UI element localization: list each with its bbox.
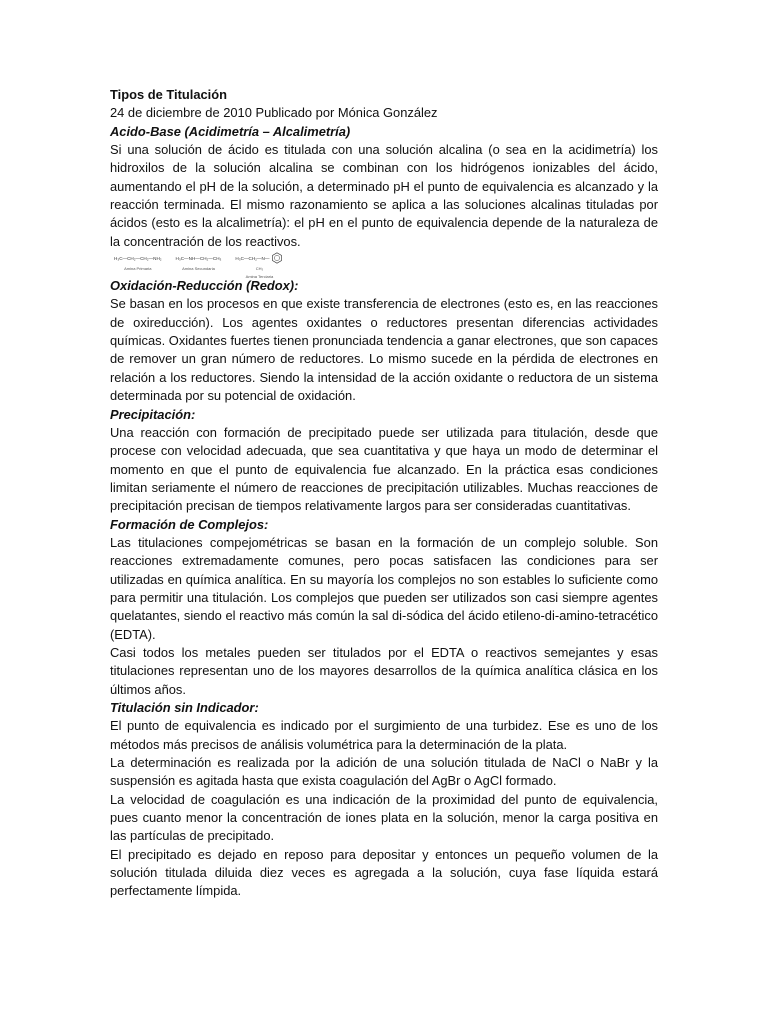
section-heading-sin-indicador: Titulación sin Indicador: [110, 700, 259, 715]
structure-caption: Amina Primaria [124, 266, 152, 272]
paragraph: Se basan en los procesos en que existe transferencia de electrones (esto es, en las reacciones de oxireducción). Los agentes oxidantes o reductores presentan diferencias actividades químicas. Oxidantes fuertes tienen pronunciada tendencia a ganar electrones, que son capaces de remover un gran número de reductores. Lo mismo sucede en la pérdida de electrones en relación a los reductores. Siendo la intensidad de la acción oxidante o reductora de un sistema determinada por su potencial de oxidación. [110, 296, 658, 404]
primary-amine-structure [114, 253, 162, 271]
structure-formula: H₃C—CH₂—N— [235, 255, 270, 261]
paragraph: Las titulaciones compejométricas se basan en la formación de un complejo soluble. Son reacciones extremadamente comunes, pero pocas satisfacen las condiciones para ser utilizadas en química analítica. En su mayoría los complejos no son estables lo suficiente como para permitir una titulación. Los complejos que pueden ser utilizados son casi siempre agentes quelatantes, siendo el reactivo más común la sal di-sódica del ácido etileno-di-amino-tetracético (EDTA). [110, 534, 658, 642]
section-heading-acido-base: Acido-Base (Acidimetría – Alcalimetría) [110, 123, 351, 139]
paragraph: Una reacción con formación de precipitado puede ser utilizada para titulación, desde que procese con velocidad adecuada, que sea cuantitativa y que haya un modo de determinar el momento en que el punto de equivalencia fue alcanzado. En la práctica esas condiciones limitan seriamente el número de reacciones de precipitación utilizables. Muchas reacciones de precipitación precisan de tiempos relativamente largos para ser consideradas cuantitativas. [110, 424, 658, 514]
paragraph: El punto de equivalencia es indicado por el surgimiento de una turbidez. Ese es uno de los métodos más precisos de análisis volumétrica para la determinación de la plata. [110, 718, 658, 752]
structure-formula: H₃C—NH—CH₂—CH₃ [175, 255, 222, 261]
tertiary-amine-structure [235, 253, 283, 279]
structure-caption: Amina Terciaria [245, 274, 274, 280]
structure-caption: Amina Secundaria [182, 266, 215, 272]
section-heading-precipitacion: Precipitación: [110, 406, 196, 422]
structure-substituent: CH₃ [255, 266, 264, 272]
paragraph: La determinación es realizada por la adición de una solución titulada de NaCl o NaBr y la suspensión es agitada hasta que exista coagulación del AgBr o AgCl formado. [110, 755, 658, 789]
paragraph: Si una solución de ácido es titulada con una solución alcalina (o sea en la acidimetría) los hidroxilos de la solución alcalina se combinan con los hidrógenos ionizables del ácido, aumentando el pH de la solución, a determinado pH el punto de equivalencia es alcanzado y la reacción terminada. El mismo razonamiento se aplica a las soluciones alcalinas tituladas por ácidos (esto es la alcalimetría): el pH en el punto de equivalencia depende de la naturaleza de la concentración de los reactivos. [110, 142, 658, 249]
document-byline: 24 de diciembre de 2010 Publicado por Mónica González [110, 105, 438, 121]
document-title: Tipos de Titulación [110, 87, 227, 102]
amines-figure [114, 253, 658, 280]
paragraph: El precipitado es dejado en reposo para depositar y entonces un pequeño volumen de la solución titulada diluida diez veces es agregada a la solución, cuya fase líquida estará perfectamente límpida. [110, 846, 658, 899]
paragraph: Casi todos los metales pueden ser titulados por el EDTA o reactivos semejantes y esas titulaciones representan uno de los mayores desarrollos de la química analítica clásica en los últimos años. [110, 644, 658, 697]
benzene-ring-icon [271, 252, 283, 264]
section-heading-complejos: Formación de Complejos: [110, 516, 269, 532]
structure-formula: H₃C—CH₂—CH₂—NH₂ [114, 255, 162, 261]
section-heading-redox: Oxidación-Reducción (Redox): [110, 278, 299, 294]
secondary-amine-structure [176, 253, 222, 271]
paragraph: La velocidad de coagulación es una indicación de la proximidad del punto de equivalencia, pues cuanto menor la concentración de iones plata en la solución, menor la carga positiva en las partículas de precipitado. [110, 791, 658, 844]
